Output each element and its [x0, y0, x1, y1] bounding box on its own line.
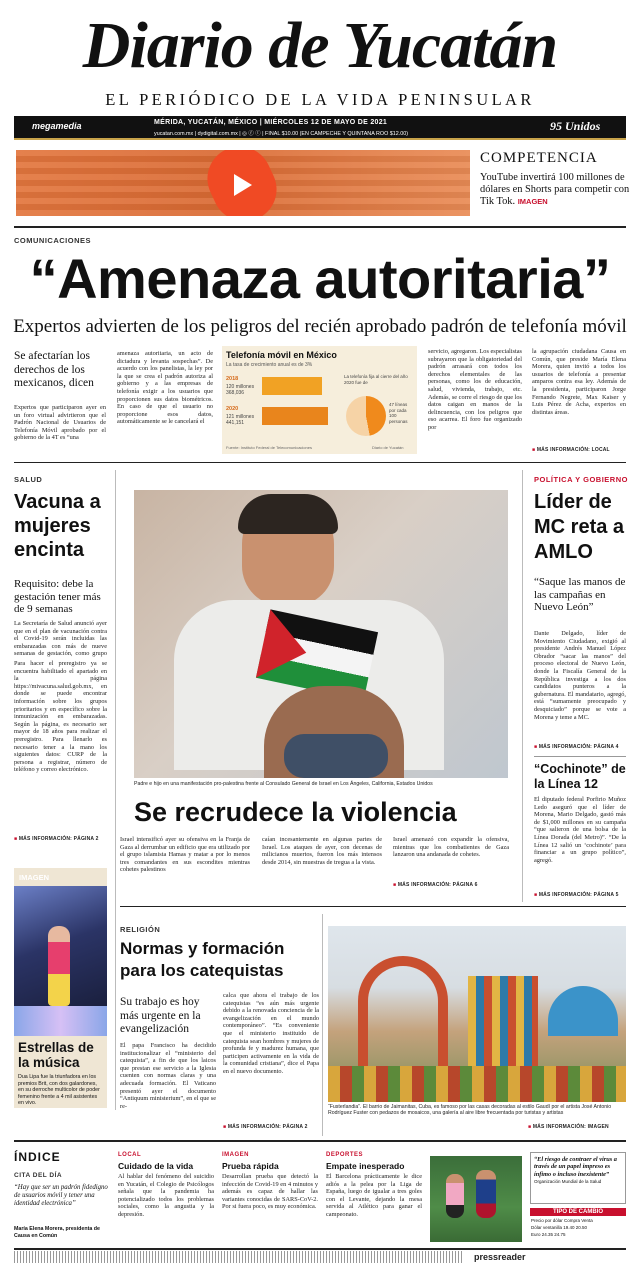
politica-sub: “Saque las manos de las campañas en Nuevo León”: [534, 576, 626, 613]
masthead-strip: [14, 116, 626, 140]
exchange-title: TIPO DE CAMBIO: [530, 1208, 626, 1216]
salud-p1: La Secretaría de Salud anunció ayer que en el plan de vacunación contra el Covid-19 serán incluidas las embarazadas con más de nueve semanas de gestación, como grupo: [14, 620, 107, 658]
infobox-bar-2018: [262, 377, 322, 395]
divider: [14, 462, 626, 463]
divider: [120, 906, 626, 907]
index-imagen-text: Desarrollan prueba que detectó la infección de Covid-19 en 4 minutos y además es capaz de hallar las variantes conocidas de SARS-CoV-2. Por si fuera poco, es muy económica.: [222, 1173, 318, 1211]
promo-tag: IMAGEN: [517, 197, 548, 206]
lead-section: COMUNICACIONES: [14, 236, 92, 245]
mosaic-dome: [548, 986, 618, 1036]
oms-author: Organización Mundial de la Salud: [534, 1179, 602, 1185]
column-rule: [115, 470, 116, 1110]
divider: [14, 226, 626, 228]
lead-col4: la agrupación ciudadana Causa en Común, que preside María Elena Morera, quien invitó a todos los usuarios de telefonía a presentar amparos contra esa ley. Además de la presidenta, participaron Jorge Fernando Negrete, Max Kaiser y Luis Pérez de Acha, expertos en distintas áreas.: [532, 348, 626, 416]
fusterlandia-more-link[interactable]: ■ MÁS INFORMACIÓN: IMAGEN: [528, 1124, 609, 1130]
main-photo-caption: Padre e hijo en una manifestación pro-palestina frente al Consulado General de Israel en Los Ángeles, California, Estados Unidos: [134, 781, 433, 787]
politica-section: POLÍTICA Y GOBIERNO: [534, 475, 628, 484]
cochinote-more-link[interactable]: ■ MÁS INFORMACIÓN: PÁGINA 5: [534, 892, 619, 898]
religion-sub: Su trabajo es hoy más urgente en la evangelización: [120, 996, 201, 1035]
cita-label: CITA DEL DÍA: [14, 1172, 63, 1179]
index-deportes-headline[interactable]: Empate inesperado: [326, 1161, 405, 1171]
index-title: ÍNDICE: [14, 1150, 61, 1164]
infobox-source: Fuente: Instituto Federal de Telecomunicaciones: [226, 445, 312, 450]
politica-more-link[interactable]: ■ MÁS INFORMACIÓN: PÁGINA 4: [534, 744, 619, 750]
lead-col3: servicio, agregaron. Los especialistas subrayaron que la obligatoriedad del padrón arrasará con todos los derechos elementales de las personas, como los de educación, salud, vivienda, trabajo, etc. Además, se corre el riesgo de que los datos caigan en manos de la delincuencia, con los peligros que eso acarrea. El foro fue organizado por: [428, 348, 522, 431]
exchange-row-dollar: Dólar ventanilla 19.40 20.50: [531, 1225, 588, 1230]
cochinote-text: El diputado federal Porfirio Muñoz Ledo aseguró que el líder de Morena, Mario Delgado, gastó más de $1,000 millones en su campaña “que salieron de una bolsa de la Línea Dorada (del Metro)”. “De la Línea 12 salió un ‘cochinote’ para financiar a un grupo político”, agregó.: [534, 796, 626, 864]
infobox: [222, 346, 417, 454]
lead-dek: Expertos advierten de los peligros del recién aprobado padrón de telefonía móvil: [13, 316, 627, 337]
gaza-col1: Israel intensificó ayer su ofensiva en la Franja de Gaza al derrumbar un edificio que era utilizado por el grupo islamista Hamas y matar a por lo menos tres comandantes en sus escondites mientras cohetes palestinos: [120, 836, 250, 874]
singer-figure: [48, 926, 70, 1006]
cita-text: “Hay que ser un padrón fidedigno de usuarios móvil y tener una identidad electrónica”: [14, 1184, 108, 1207]
oms-quote: “El riesgo de contraer el virus a través de un papel impreso es ínfimo o incluso inexistente”: [534, 1156, 617, 1178]
main-photo[interactable]: [134, 490, 508, 778]
fusterlandia-photo[interactable]: [328, 926, 626, 1102]
politica-text: Dante Delgado, líder de Movimiento Ciudadano, exigió al presidente Andrés Manuel López Obrador “sacar las manos” del proceso electoral de Nuevo León, donde la Fiscalía General de la República investiga a los dos candidatos punteros a la gubernatura. El mandatario, agregó, está “sumamente preocupado y desquiciado” porque se vote a Morena y teme a MC.: [534, 630, 626, 721]
edition-info: yucatan.com.mx | dydigital.com.mx | ◎ ⓕ ⓣ | FINAL $10.00 (EN CAMPECHE Y QUINTANA ROO $12.00): [154, 131, 409, 137]
index-local-headline[interactable]: Cuidado de la vida: [118, 1161, 194, 1171]
salud-p2: Para hacer el preregistro ya se encuentra habilitado el apartado en la página https://mivacuna.salud.gob.mx, en donde se puede encontrar información sobre los grupos prioritarios y en específico sobre la inmunización en embarazadas. Según la página, es necesario ser mayor de 18 años para realizar el preregistro. Para llenarlo es necesario tener a la mano los siguientes datos: CURP de la persona a registrar, número de teléfono y correo electrónico.: [14, 660, 107, 774]
index-local-text: Al hablar del fenómeno del suicidio en Yucatán, el Colegio de Psicólogos señala que la pandemia ha potencializado todos los problemas sociales, como la angustia y la depresión.: [118, 1173, 214, 1218]
infobox-pct: 47 líneas por cada 100 personas: [389, 402, 408, 424]
infobox-title: Telefonía móvil en México: [226, 350, 337, 360]
imagen-section: IMAGEN: [19, 873, 49, 882]
footer-bar: [14, 1251, 464, 1263]
cochinote-headline[interactable]: “Cochinote” de la Línea 12: [534, 762, 626, 791]
gaza-headline[interactable]: Se recrudece la violencia: [134, 797, 457, 827]
infobox-value-2018: 120 millones 368,036: [226, 384, 255, 396]
lead-col1: Expertos que participaron ayer en un foro virtual advirtieron que el Padrón Nacional de Usuarios de Telefonía Móvil aprobado por el gobierno de la 4T es “una: [14, 404, 106, 442]
fusterlandia-caption: “Fusterlandia”. El barrio de Jaimanitas, Cuba, es famoso por las casas decoradas al estilo Gaudí por el artista José Antonio Rodríguez Fuster con pedazos de mosaicos, una galería al aire libre frecuentada por turistas y artistas: [328, 1104, 612, 1117]
exchange-row-euro: Euro 24.35 24.75: [531, 1232, 566, 1237]
imagen-headline[interactable]: Estrellas de la música: [18, 1040, 94, 1070]
infobox-sub: La tasa de crecimiento anual es de 3%: [226, 362, 313, 368]
religion-headline[interactable]: Normas y formación para los catequistas: [120, 939, 285, 980]
gaza-col3: Israel amenazó con expandir la ofensiva, mientras que los combatientes de Gaza lanzaron una andanada de cohetes.: [393, 836, 509, 859]
gaza-more-link[interactable]: ■ MÁS INFORMACIÓN: PÁGINA 6: [393, 882, 478, 888]
stage-light: [14, 1006, 107, 1036]
religion-more-link[interactable]: ■ MÁS INFORMACIÓN: PÁGINA 2: [223, 1124, 308, 1130]
gaza-col2: caían incesantemente en algunas partes de Israel. Los ataques de ayer, con decenas de milicianos muertos, fueron los más intensos desde 2014, sin muestras de tregua a la vista.: [262, 836, 382, 866]
salud-more-link[interactable]: ■ MÁS INFORMACIÓN: PÁGINA 2: [14, 836, 99, 842]
football-photo[interactable]: [430, 1156, 522, 1242]
exchange-row-header: Precio por dólar Compra Venta: [531, 1218, 593, 1223]
play-icon: [234, 174, 252, 196]
oms-quote-box: [530, 1152, 626, 1204]
imagen-photo[interactable]: [14, 886, 107, 1036]
imagen-text: Dua Lipa fue la triunfadora en los premios Brit, con dos galardones, en su derroche multicolor de poder femenino frente a 4 mil asistentes en vivo.: [18, 1074, 100, 1107]
masthead-tagline: EL PERIÓDICO DE LA VIDA PENINSULAR: [105, 90, 535, 109]
cita-author: María Elena Morera, presidenta de Causa en Común: [14, 1226, 100, 1239]
masthead-title: Diario de Yucatán: [82, 9, 558, 82]
lead-col2: amenaza autoritaria, un acto de dictadura y levanta sospechas”. De acuerdo con los panelistas, la ley por la que se crea el padrón autoriza al gobierno y a las empresas de telefonía exigir a los usuarios que proporcionen sus datos biométricos. En caso de que el usuario no proporcione esos datos, automáticamente se le cancelará el: [117, 350, 213, 426]
infobox-bar-2020: [262, 407, 328, 425]
politica-headline[interactable]: Líder de MC reta a AMLO: [534, 491, 625, 563]
infobox-pie: [346, 396, 386, 436]
dateline: MÉRIDA, YUCATÁN, MÉXICO | MIÉRCOLES 12 DE MAYO DE 2021: [154, 119, 388, 126]
face-mask: [284, 734, 388, 778]
promo-text[interactable]: [480, 172, 630, 208]
player-1: [446, 1174, 464, 1218]
divider: [14, 1248, 626, 1250]
child-hair: [238, 494, 338, 534]
salud-section: SALUD: [14, 475, 43, 484]
mosaic-arch: [358, 956, 448, 1076]
anniversary-logo: 95 Unidos: [550, 119, 601, 133]
lead-sub: Se afectarían los derechos de los mexicanos, dicen: [14, 350, 94, 389]
divider: [14, 1140, 626, 1142]
infobox-note: La telefonía fija al cierre del año 2020 fue de: [344, 374, 408, 385]
salud-headline[interactable]: Vacuna a mujeres encinta: [14, 491, 101, 561]
imagen-box: [14, 868, 107, 1108]
infobox-value-2020: 121 millones 441,151: [226, 414, 255, 426]
index-imagen-section: IMAGEN: [222, 1152, 249, 1158]
promo-banner[interactable]: [16, 150, 470, 216]
salud-sub: Requisito: debe la gestación tener más de 9 semanas: [14, 578, 101, 615]
infobox-year-2018: 2018: [226, 376, 239, 382]
infobox-credit: Diario de Yucatán: [372, 445, 404, 450]
index-deportes-text: El Barcelona prácticamente le dice adiós a la pelea por la Liga de España, luego de igualar a tres goles con el Levante, dejando la mesa servida al Atlético para ganar el campeonato.: [326, 1173, 422, 1218]
index-deportes-section: DEPORTES: [326, 1152, 364, 1158]
column-rule: [322, 914, 323, 1136]
index-imagen-headline[interactable]: Prueba rápida: [222, 1161, 279, 1171]
infobox-year-2020: 2020: [226, 406, 239, 412]
promo-kicker: COMPETENCIA: [480, 150, 598, 166]
divider: [534, 756, 626, 757]
megamedia-logo: megamedia: [32, 121, 82, 131]
lead-headline[interactable]: “Amenaza autoritaria”: [29, 247, 611, 310]
player-2: [476, 1170, 496, 1218]
index-local-section: LOCAL: [118, 1152, 142, 1158]
mosaic-wall: [328, 1066, 626, 1102]
religion-col1: El papa Francisco ha decidido institucionalizar el “ministerio del catequista”, a fin de que los laicos que prestan ese servicio a la Iglesia cuenten con normas claras y una adecuada formación. El Vaticano presentó ayer el documento “Antiquum ministerium”, en el que se re-: [120, 1042, 216, 1110]
lead-more-link[interactable]: ■ MÁS INFORMACIÓN: LOCAL: [532, 447, 610, 453]
pressreader-logo[interactable]: pressreader: [474, 1252, 526, 1262]
religion-section: RELIGIÓN: [120, 925, 161, 934]
religion-col2: calca que ahora el trabajo de los catequistas “es aún más urgente debido a la renovada conciencia de la evangelización en el mundo contemporáneo”. “Es conveniente que el ministerio instituido de catequista sean hombres y mujeres de profunda fe y madurez humana, que participen activamente en la vida de la comunidad cristiana”, dice el Papa en el nuevo documento.: [223, 992, 319, 1075]
promo-text-body: YouTube invertirá 100 millones de dólares en Shorts para competir con Tik Tok.: [480, 172, 630, 207]
column-rule: [522, 470, 523, 902]
